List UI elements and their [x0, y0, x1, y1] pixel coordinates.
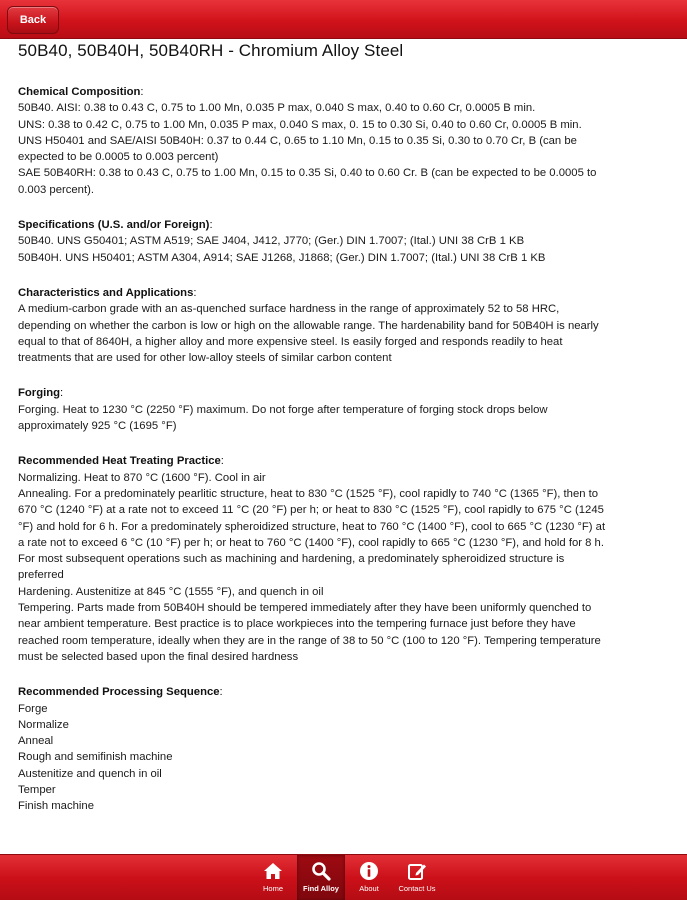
section-line: expected to be 0.0005 to 0.003 percent): [18, 151, 219, 164]
section-line: °F) and hold for 6 h. For a predominately spheroidized structure, heat to 760 °C (1400 °F), cool to 665 °C (1230 °F) at: [18, 520, 606, 533]
section-line: 670 °C (1240 °F) at a rate not to exceed 11 °C (20 °F) per h; or heat to 830 °C (1525 °F), cool rapidly to 675 °C (1245: [18, 504, 604, 517]
section-line: 50B40. AISI: 0.38 to 0.43 C, 0.75 to 1.00 Mn, 0.035 P max, 0.040 S max, 0.40 to 0.60 Cr, 0.0005 B min.: [18, 102, 536, 115]
section-specifications: [18, 217, 674, 266]
section-line: Forging. Heat to 1230 °C (2250 °F) maximum. Do not forge after temperature of forging stock drops below: [18, 403, 548, 416]
section-line: A medium-carbon grade with an as-quenched surface hardness in the range of approximately 52 to 58 HRC,: [18, 303, 560, 316]
section-line: Normalizing. Heat to 870 °C (1600 °F). Cool in air: [18, 471, 266, 484]
section-characteristics-applications: [18, 285, 674, 366]
section-heading: Specifications (U.S. and/or Foreign):: [18, 219, 213, 232]
section-line: preferred: [18, 569, 64, 582]
tab-label: About: [359, 884, 379, 893]
page-title: 50B40, 50B40H, 50B40RH - Chromium Alloy Steel: [18, 41, 404, 60]
top-navigation-bar: [0, 0, 687, 39]
sections-container: [18, 84, 674, 834]
section-line: 50B40. UNS G50401; ASTM A519; SAE J404, J412, J770; (Ger.) DIN 1.7007; (Ital.) UNI 38 CrB 1 KB: [18, 235, 525, 248]
section-heading-text: Characteristics and Applications: [18, 286, 194, 299]
section-heading-text: Recommended Heat Treating Practice: [18, 455, 221, 468]
section-heading: Chemical Composition:: [18, 86, 144, 98]
section-line: 0.003 percent).: [18, 183, 94, 196]
section-line: For most subsequent operations such as machining and hardening, a predominately spheroidized structure is: [18, 553, 565, 566]
tab-label: Find Alloy: [303, 884, 339, 893]
section-heading-text: Recommended Processing Sequence: [18, 686, 220, 699]
section-chemical-composition: [18, 84, 674, 198]
section-line: 50B40H. UNS H50401; ASTM A304, A914; SAE J1268, J1868; (Ger.) DIN 1.7007; (Ital.) UNI 38 CrB 1 KB: [18, 251, 546, 264]
tab-label: Home: [262, 884, 283, 893]
search-icon: [311, 861, 331, 881]
alloy-detail-content[interactable]: [0, 38, 687, 854]
section-heading: Characteristics and Applications:: [18, 286, 197, 299]
section-line: Temper: [18, 783, 56, 796]
section-line: near ambient temperature. Best practice is to place workpieces into the tempering furnace just before they have: [18, 618, 576, 631]
section-heading: Forging:: [18, 387, 64, 400]
section-heading-text: Chemical Composition: [18, 86, 141, 98]
tab-list: [249, 855, 441, 900]
section-line: must be selected based upon the final desired hardness: [18, 650, 299, 663]
edit-icon: [407, 861, 427, 881]
section-forging: [18, 385, 674, 434]
tab-home[interactable]: [249, 855, 297, 900]
section-heading: Recommended Processing Sequence:: [18, 686, 223, 699]
tab-about[interactable]: [345, 855, 393, 900]
section-line: Anneal: [18, 735, 54, 748]
section-heading: Recommended Heat Treating Practice:: [18, 455, 224, 468]
section-line: Finish machine: [18, 800, 94, 813]
section-line: SAE 50B40RH: 0.38 to 0.43 C, 0.75 to 1.00 Mn, 0.15 to 0.35 Si, 0.40 to 0.60 Cr. B (can be expected to be 0.0005 to: [18, 167, 597, 180]
section-line: Rough and semifinish machine: [18, 751, 173, 764]
tab-find-alloy[interactable]: [297, 855, 345, 900]
section-line: treatments that are used for other low-alloy steels of similar carbon content: [18, 352, 392, 365]
back-button[interactable]: Back: [7, 6, 59, 34]
tab-label: Contact Us: [398, 884, 436, 893]
section-line: approximately 925 °C (1695 °F): [18, 420, 177, 433]
bottom-tab-bar: [0, 854, 687, 900]
section-processing-sequence: [18, 684, 674, 814]
section-line: equal to that of 8640H, a higher alloy and more expensive steel. Is easily forged and responds readily to heat: [18, 335, 563, 348]
section-heading-text: Forging: [18, 387, 61, 400]
section-line: a rate not to exceed 6 °C (10 °F) per h; or heat to 760 °C (1400 °F), cool rapidly to 665 °C (1230 °F), and hold for 8 h.: [18, 536, 604, 549]
section-line: reached room temperature, ideally when they are in the range of 38 to 50 °C (100 to 120 °F). Tempering temperature: [18, 634, 601, 647]
section-line: Austenitize and quench in oil: [18, 767, 162, 780]
section-line: Annealing. For a predominately pearlitic structure, heat to 830 °C (1525 °F), cool rapidly to 740 °C (1365 °F), then to: [18, 487, 599, 500]
section-line: Hardening. Austenitize at 845 °C (1555 °F), and quench in oil: [18, 585, 324, 598]
tab-contact-us[interactable]: [393, 855, 441, 900]
section-line: Forge: [18, 702, 48, 715]
info-icon: [359, 861, 379, 881]
section-line: Tempering. Parts made from 50B40H should be tempered immediately after they have been uniformly quenched to: [18, 602, 592, 615]
section-line: UNS H50401 and SAE/AISI 50B40H: 0.37 to 0.44 C, 0.65 to 1.10 Mn, 0.15 to 0.35 Si, 0.30 to 0.70 Cr, B (can be: [18, 134, 577, 147]
home-icon: [263, 861, 283, 881]
section-heat-treating: [18, 453, 674, 665]
section-line: UNS: 0.38 to 0.42 C, 0.75 to 1.00 Mn, 0.035 P max, 0.040 S max, 0. 15 to 0.30 Si, 0.40 to 0.60 Cr, 0.0005 B min.: [18, 118, 582, 131]
section-line: depending on whether the carbon is low or high on the allowable range. The hardenability band for 50B40H is nearly: [18, 319, 599, 332]
section-line: Normalize: [18, 718, 69, 731]
section-heading-text: Specifications (U.S. and/or Foreign): [18, 219, 210, 232]
